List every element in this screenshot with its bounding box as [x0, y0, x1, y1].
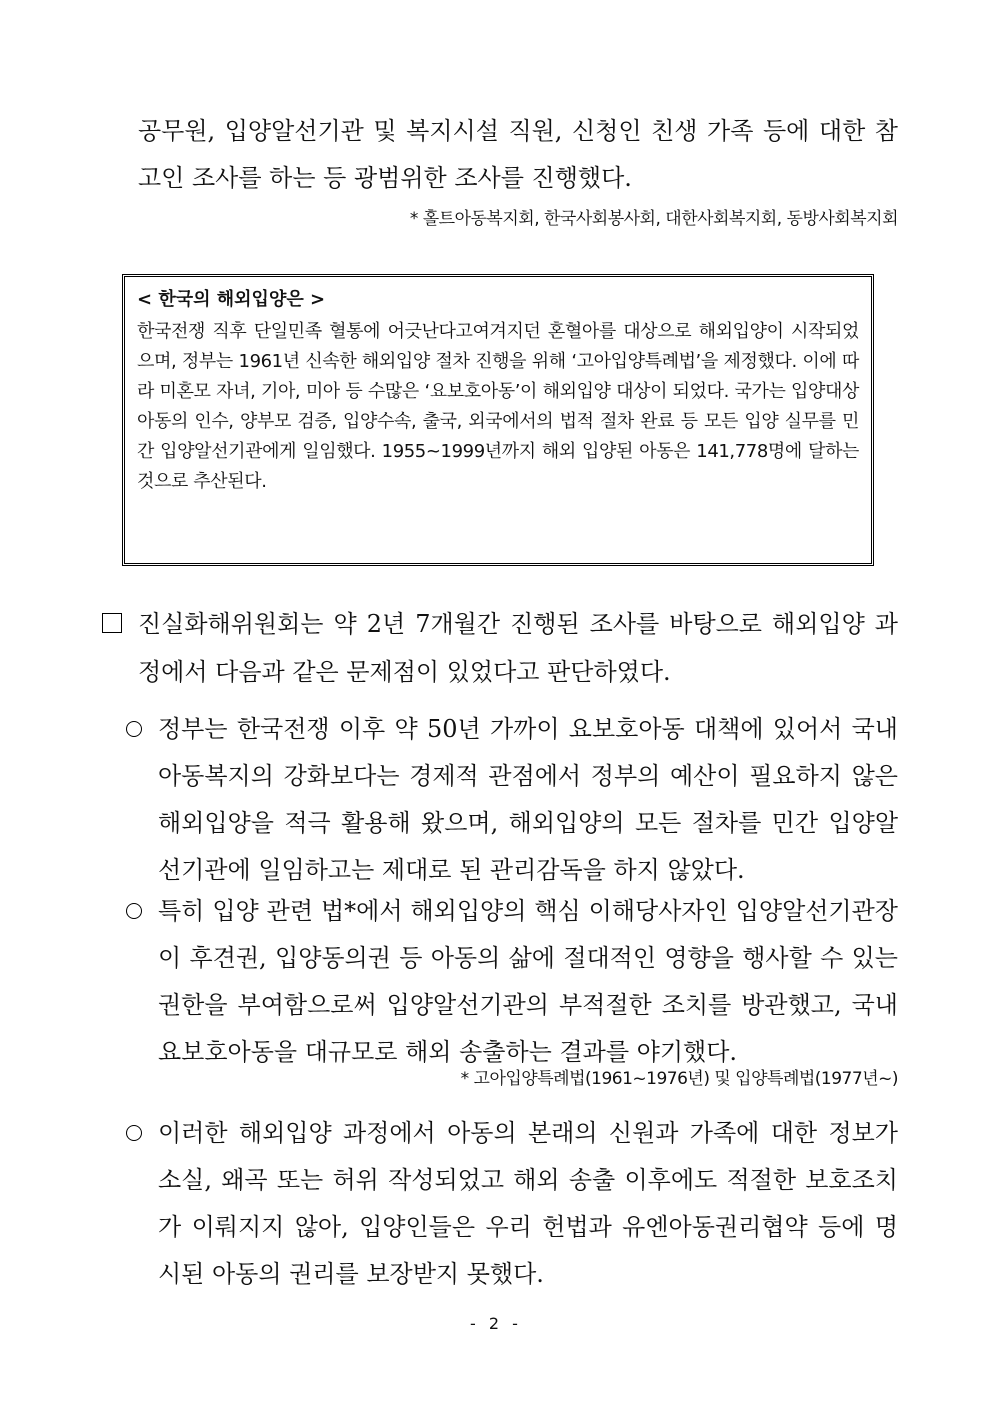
page-number: - 2 - [470, 1314, 522, 1333]
bullet-footnote: * 고아입양특례법(1961~1976년) 및 입양특례법(1977년~) [460, 1069, 898, 1089]
finding-bullet-text: 이러한 해외입양 과정에서 아동의 본래의 신원과 가족에 대한 정보가 소실, 왜곡 또는 허위 작성되었고 해외 송출 이후에도 적절한 보호조치가 이뤄지지 않아, 입양인들은 우리 헌법과 유엔아동권리협약 등에 명시된 아동의 권리를 보장받지 못했다. [158, 1119, 898, 1288]
finding-bullet-text: 정부는 한국전쟁 이후 약 50년 가까이 요보호아동 대책에 있어서 국내 아동복지의 강화보다는 경제적 관점에서 정부의 예산이 필요하지 않은 해외입양을 적극 활용해 왔으며, 해외입양의 모든 절차를 민간 입양알선기관에 일임하고는 제대로 된 관리감독을 하지 않았다. [158, 715, 898, 884]
top-footnote: * 홀트아동복지회, 한국사회봉사회, 대한사회복지회, 동방사회복지회 [409, 209, 898, 229]
info-box [122, 274, 874, 566]
info-box-title: < 한국의 해외입양은 > [137, 289, 326, 310]
section-heading [100, 600, 898, 696]
circle-bullet-icon [126, 1125, 142, 1141]
finding-bullet-2 [124, 888, 898, 1076]
square-bullet-icon [102, 613, 122, 633]
section-heading-text: 진실화해위원회는 약 2년 7개월간 진행된 조사를 바탕으로 해외입양 과정에서 다음과 같은 문제점이 있었다고 판단하였다. [138, 610, 898, 686]
circle-bullet-icon [126, 721, 142, 737]
finding-bullet-3 [124, 1110, 898, 1298]
info-box-body: 한국전쟁 직후 단일민족 혈통에 어긋난다고여겨지던 혼혈아를 대상으로 해외입양이 시작되었으며, 정부는 1961년 신속한 해외입양 절차 진행을 위해 ‘고아입양특례법’을 제정했다. 이에 따라 미혼모 자녀, 기아, 미아 등 수많은 ‘요보호아동’이 해외입양 대상이 되었다. 국가는 입양대상아동의 인수, 양부모 검증, 입양수속, 출국, 외국에서의 법적 절차 완료 등 모든 입양 실무를 민간 입양알선기관에게 일임했다. 1955~1999년까지 해외 입양된 아동은 141,778명에 달하는 것으로 추산된다. [137, 321, 859, 492]
finding-bullet-text: 특히 입양 관련 법*에서 해외입양의 핵심 이해당사자인 입양알선기관장이 후견권, 입양동의권 등 아동의 삶에 절대적인 영향을 행사할 수 있는 권한을 부여함으로써 입양알선기관의 부적절한 조치를 방관했고, 국내 요보호아동을 대규모로 해외 송출하는 결과를 야기했다. [158, 897, 898, 1066]
findings-section [100, 600, 898, 696]
finding-bullet-1 [124, 706, 898, 894]
top-paragraph: 공무원, 입양알선기관 및 복지시설 직원, 신청인 친생 가족 등에 대한 참고인 조사를 하는 등 광범위한 조사를 진행했다. [138, 117, 898, 192]
circle-bullet-icon [126, 903, 142, 919]
